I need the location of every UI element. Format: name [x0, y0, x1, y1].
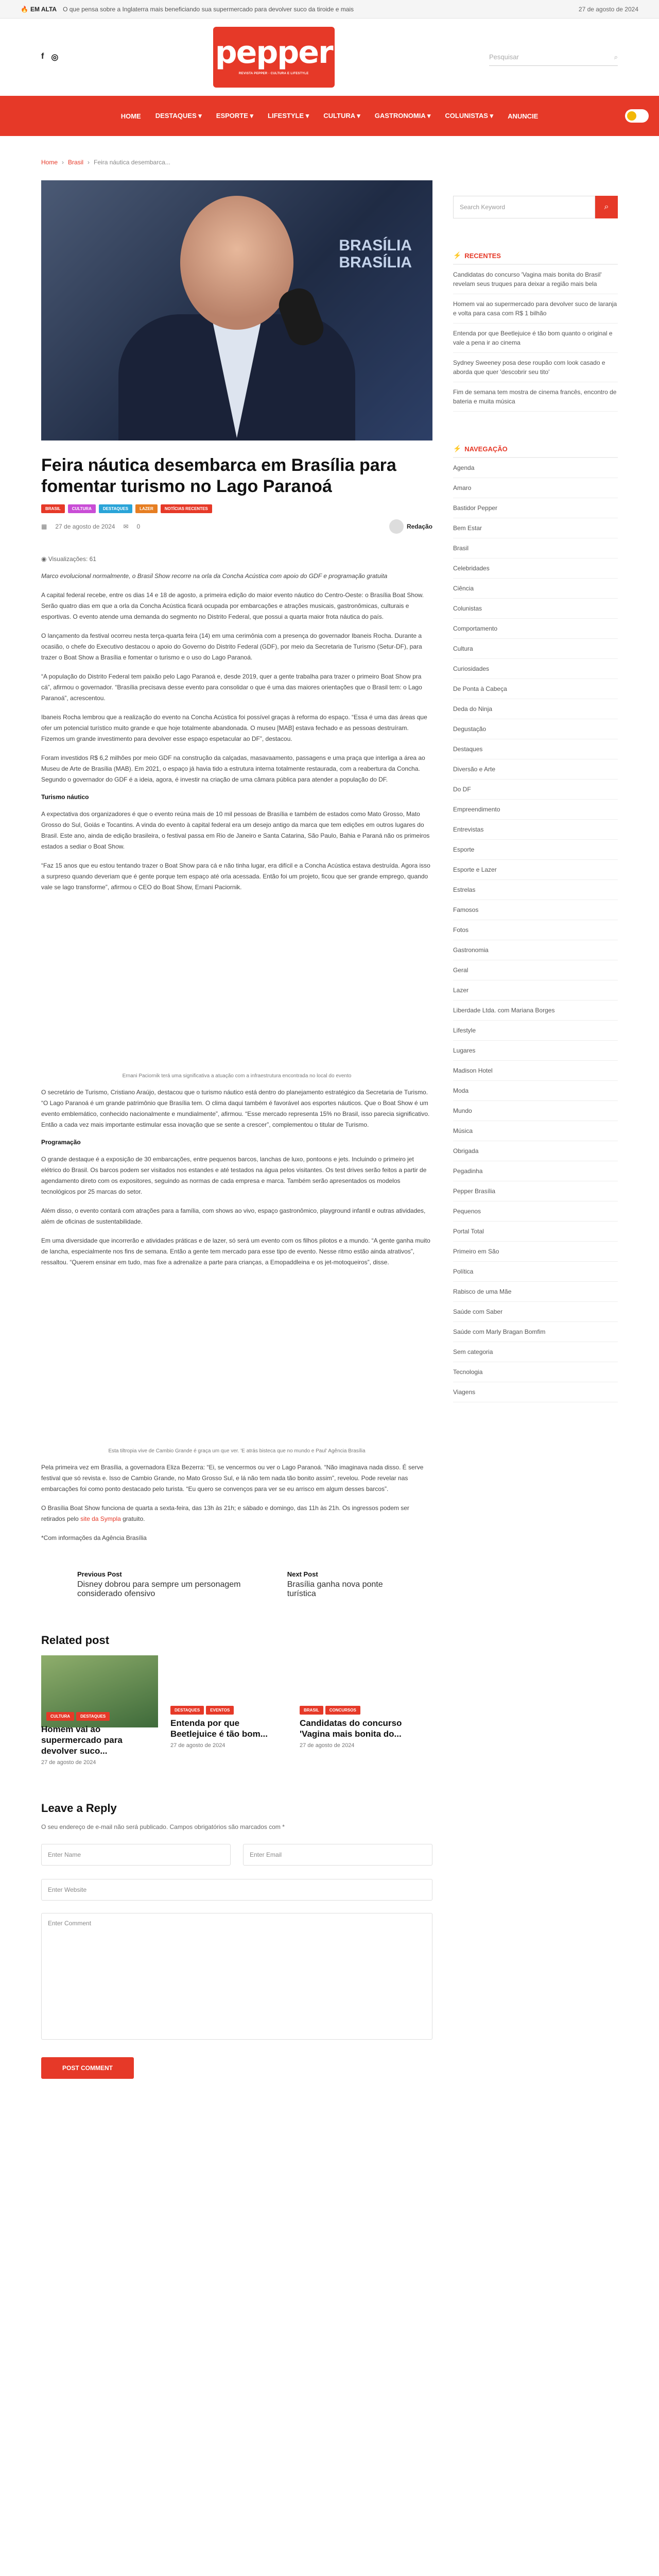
- recent-post-link[interactable]: Fim de semana tem mostra de cinema francês, encontro de bateria e muita música: [453, 382, 618, 412]
- recent-list: [453, 265, 618, 412]
- article-date: 27 de agosto de 2024: [55, 522, 115, 530]
- comment-icon: ✉: [123, 522, 129, 530]
- related-date: 27 de agosto de 2024: [300, 1742, 355, 1749]
- sidebar-category-link[interactable]: Música: [453, 1121, 618, 1141]
- lightning-icon: ⚡: [453, 251, 462, 259]
- sidebar-category-link[interactable]: Liberdade Ltda. com Mariana Borges: [453, 1001, 618, 1021]
- sidebar-category-link[interactable]: Lifestyle: [453, 1021, 618, 1041]
- sidebar-category-link[interactable]: Pequenos: [453, 1201, 618, 1222]
- sidebar-search: [453, 196, 618, 218]
- recent-heading: ⚡ RECENTES: [453, 251, 618, 265]
- sidebar-category-link[interactable]: Tecnologia: [453, 1362, 618, 1382]
- article-meta: [41, 519, 432, 534]
- category-tag[interactable]: BRASIL: [41, 504, 65, 513]
- article-lead: Marco evolucional normalmente, o Brasil Show recorre na orla da Concha Acústica com apoio do GDF e programação gratuita: [41, 572, 388, 580]
- calendar-icon: ▦: [41, 522, 47, 530]
- paragraph: Foram investidos R$ 6,2 milhões por meio GDF na construção da calçadas, masavaamento, passagens e uma praça que interliga a área ao Museu de Arte de Brasília (MAB). Em 2021, o espaço já havia tido a estrutura interna totalmente restaurada, com a reabertura da Concha. Segundo o governador do GDF é a ideia, agora, é investir na criação de uma câmara pública para atender a população do DF.: [41, 754, 425, 783]
- inline-image-placeholder: [41, 905, 432, 1070]
- sidebar-category-link[interactable]: Degustação: [453, 719, 618, 739]
- sidebar-category-link[interactable]: Saúde com Marly Bragan Bomfim: [453, 1322, 618, 1342]
- recent-post-link[interactable]: Homem vai ao supermercado para devolver suco de laranja e volta para casa com R$ 1 bilhão: [453, 294, 618, 324]
- reply-note: O seu endereço de e-mail não será publicado. Campos obrigatórios são marcados com *: [41, 1823, 285, 1831]
- sidebar-category-link[interactable]: Bem Estar: [453, 518, 618, 538]
- main-nav: [0, 96, 659, 136]
- sidebar-category-link[interactable]: Madison Hotel: [453, 1061, 618, 1081]
- header-search[interactable]: [489, 48, 618, 66]
- category-tag[interactable]: NOTÍCIAS RECENTES: [161, 504, 212, 513]
- recent-post-link[interactable]: Candidatas do concurso 'Vagina mais bonita do Brasil' revelam seus truques para deixar a região mais bela: [453, 265, 618, 294]
- sidebar-category-link[interactable]: Empreendimento: [453, 800, 618, 820]
- logo-tagline: REVISTA PEPPER · CULTURA E LIFESTYLE: [238, 72, 309, 75]
- nav-destaques[interactable]: DESTAQUES ▾: [155, 112, 202, 120]
- sidebar-category-link[interactable]: Cultura: [453, 639, 618, 659]
- related-heading: Related post: [41, 1633, 110, 1647]
- paragraph: A expectativa dos organizadores é que o evento reúna mais de 10 mil pessoas de Brasília e também de estados como Mato Grosso, Mato Grosso do Sul, Goiás e Tocantins. A vinda do evento à capital federal era um desejo antigo da marca que tem edições em outros lugares do Brasil. Este ano, ainda de edição brasileira, o festival passa em Rio de Janeiro e Santa Catarina, São Paulo, Bahia e Paraná não os primeiros estados a sediar o Boat Show.: [41, 810, 430, 850]
- nav-esporte[interactable]: ESPORTE ▾: [216, 112, 254, 120]
- breadcrumb-separator: ›: [62, 159, 64, 166]
- nav-colunistas[interactable]: COLUNISTAS ▾: [445, 112, 494, 120]
- article-hero-image: [41, 180, 432, 440]
- nav-cultura[interactable]: CULTURA ▾: [323, 112, 360, 120]
- sidebar-category-link[interactable]: Celebridades: [453, 558, 618, 579]
- sidebar-category-link[interactable]: Agenda: [453, 458, 618, 478]
- paragraph: Em uma diversidade que incorrerão e atividades práticas e de lazer, só será um evento com os filhos pilotos e a mundo. “A gente ganha muito de lancha, especialmente nos fins de semana. Então a gente tem mercado para esse tipo de evento. Nesse ritmo estão ainda atrativos”, ressaltou. “Querem ensinar em tudo, mas fixe a adrenalize a parte para crianças, a Emopaddleina e os jet-motoqueiros”, disse.: [41, 1236, 430, 1266]
- post-navigation: [77, 1570, 396, 1599]
- sidebar-search-input[interactable]: Search Keyword: [453, 196, 595, 218]
- sidebar-category-link[interactable]: Amaro: [453, 478, 618, 498]
- paragraph: O lançamento da festival ocorreu nesta terça-quarta feira (14) em uma cerimônia com a presença do governador Ibaneis Rocha. Durante a ocasião, o chefe do Executivo destacou o apoio do Governo do Distrito Federal (GDF), por meio da Secretaria de Turismo (Setur-DF), para trazer o Boat Show a Brasília e fomentar o turismo e o uso do Lago Paranoá.: [41, 632, 422, 661]
- sidebar-category-link[interactable]: Lazer: [453, 980, 618, 1001]
- source-note: *Com informações da Agência Brasília: [41, 1534, 147, 1541]
- related-tags: [300, 1706, 417, 1715]
- related-title[interactable]: Entenda por que Beetlejuice é tão bom...: [170, 1718, 268, 1739]
- category-tag[interactable]: EVENTOS: [206, 1706, 234, 1715]
- inline-image-placeholder: [41, 1280, 432, 1445]
- article-body: [41, 571, 432, 1544]
- paragraph: O secretário de Turismo, Cristiano Araújo, destacou que o turismo náutico está dentro do planejamento estratégico da Secretaria de Turismo. “O Lago Paranoá é um grande patrimônio que Brasília tem. O clima daqui também é favorável aos esportes náuticos. Que o Boat Show é um evento emblemático, conhecido nacionalmente e mundialmente”, afirmou. “Esse mercado representa 15% no Brasil, isso parecia significativo. Então a cada vez mais importante estimular essa inovação que se sente a crescer”, complementou o titular de Turismo.: [41, 1088, 430, 1128]
- email-field[interactable]: Enter Email: [243, 1844, 432, 1866]
- navigation-heading: ⚡ NAVEGAÇÃO: [453, 445, 618, 458]
- dark-mode-toggle[interactable]: [625, 109, 649, 123]
- paragraph: Pela primeira vez em Brasília, a governadora Eliza Bezerra: “Ei, se vencermos ou ver o Lago Paranoá. “Não imaginava nada disso. É serve festival que só revista e. Isso de Cambio Grande, no Mato Grosso Sul, e lá não tem nada tão bonito assim”, revelou. Pode revelar nas embarcações foi como ponto destacado pelo turista. “Eu quero se convenços para ver se eu arrisco em algum desses barcos”.: [41, 1463, 424, 1493]
- nav-lifestyle[interactable]: LIFESTYLE ▾: [268, 112, 309, 120]
- sidebar-category-link[interactable]: Esporte: [453, 840, 618, 860]
- category-tag[interactable]: DESTAQUES: [99, 504, 132, 513]
- sidebar-category-link[interactable]: Sem categoria: [453, 1342, 618, 1362]
- breadcrumb-separator: ›: [88, 159, 90, 166]
- nav-gastronomia[interactable]: GASTRONOMIA ▾: [374, 112, 431, 120]
- sidebar: [453, 180, 618, 2079]
- nav-anuncie[interactable]: ANUNCIE: [508, 112, 539, 120]
- sidebar-category-link[interactable]: Entrevistas: [453, 820, 618, 840]
- breadcrumb: [0, 159, 659, 166]
- related-title[interactable]: Candidatas do concurso 'Vagina mais bonita do...: [300, 1718, 402, 1739]
- related-date: 27 de agosto de 2024: [170, 1742, 226, 1749]
- sidebar-category-link[interactable]: Ciência: [453, 579, 618, 599]
- paragraph: A capital federal recebe, entre os dias 14 e 18 de agosto, a primeira edição do maior evento náutico do Centro-Oeste: o Brasília Boat Show. Serão quatro dias em que a orla da Concha Acústica ficará ocupada por embarcações e atrações musicais, gastronômicas, culturais e esportivas. O evento atende uma demanda do segmento no Distrito Federal, que possui a quarta maior frota náutica do país.: [41, 591, 424, 620]
- sidebar-category-link[interactable]: Gastronomia: [453, 940, 618, 960]
- category-tag[interactable]: CULTURA: [68, 504, 96, 513]
- related-date: 27 de agosto de 2024: [41, 1759, 96, 1766]
- subheading: Programação: [41, 1138, 81, 1146]
- sidebar-category-link[interactable]: De Ponta à Cabeça: [453, 679, 618, 699]
- sidebar-category-link[interactable]: Curiosidades: [453, 659, 618, 679]
- website-field[interactable]: Enter Website: [41, 1879, 432, 1901]
- category-tag[interactable]: DESTAQUES: [76, 1712, 110, 1721]
- sidebar-category-link[interactable]: Portal Total: [453, 1222, 618, 1242]
- sidebar-category-link[interactable]: Obrigada: [453, 1141, 618, 1161]
- paragraph: “A população do Distrito Federal tem paixão pelo Lago Paranoá e, desde 2019, quer a gente trabalha para trazer o primeiro Boat Show pra cá”, afirmou o governador. “Brasília precisava desse evento para consolidar o que é uma das maiores orientações que o Brasil tem: o Lago Paranoá”, acrescentou.: [41, 672, 422, 702]
- image-caption: Ernani Paciornik terá uma significativa a atuação com a infraestrutura encontrada no local do evento: [122, 1073, 352, 1079]
- ticker-headline[interactable]: O que pensa sobre a Inglaterra mais beneficiando sua supermercado para devolver suco da tiroide e mais: [63, 5, 354, 13]
- instagram-icon[interactable]: ◎: [51, 53, 59, 62]
- related-post-card[interactable]: [41, 1655, 158, 1766]
- sidebar-category-link[interactable]: Saúde com Saber: [453, 1302, 618, 1322]
- sidebar-category-link[interactable]: Primeiro em São: [453, 1242, 618, 1262]
- previous-post-link[interactable]: Previous Post Disney dobrou para sempre um personagem considerado ofensivo: [77, 1570, 241, 1598]
- top-ticker: [0, 0, 659, 19]
- flame-icon: 🔥: [21, 5, 28, 13]
- sidebar-category-link[interactable]: Política: [453, 1262, 618, 1282]
- next-post-link[interactable]: Next Post Brasília ganha nova ponte turística: [287, 1570, 383, 1598]
- sun-icon: [627, 111, 636, 121]
- logo-wordmark: pepper: [215, 35, 333, 71]
- sidebar-category-link[interactable]: Diversão e Arte: [453, 759, 618, 779]
- recent-post-link[interactable]: Sydney Sweeney posa dese roupão com look casado e aborda que quer 'descobrir seu tito': [453, 353, 618, 382]
- reply-heading: Leave a Reply: [41, 1802, 117, 1815]
- sidebar-category-link[interactable]: Brasil: [453, 538, 618, 558]
- site-header: [0, 19, 659, 96]
- facebook-icon[interactable]: f: [41, 52, 44, 61]
- sidebar-category-link[interactable]: Comportamento: [453, 619, 618, 639]
- paragraph: Ibaneis Rocha lembrou que a realização do evento na Concha Acústica foi possível graças à reforma do espaço. “Essa é uma das áreas que ofer um potencial turístico muito grande e que hoje totalmente abandonada. O museu [MAB] estava fechado e as pessoas destruíram. Fizemos um grande investimento para devolver esse espaço espetacular ao DF”, destacou.: [41, 713, 427, 742]
- article-tags: [41, 504, 432, 513]
- breadcrumb-home[interactable]: Home: [41, 159, 58, 166]
- category-list: [453, 458, 618, 1402]
- sidebar-category-link[interactable]: Viagens: [453, 1382, 618, 1402]
- lightning-icon: ⚡: [453, 445, 462, 452]
- site-logo[interactable]: [213, 27, 335, 88]
- related-posts: [41, 1655, 432, 1766]
- sidebar-category-link[interactable]: Geral: [453, 960, 618, 980]
- search-icon[interactable]: ⌕: [614, 53, 618, 61]
- related-title[interactable]: Homem vai ao supermercado para devolver suco...: [41, 1724, 123, 1756]
- sidebar-category-link[interactable]: Rabisco de uma Mãe: [453, 1282, 618, 1302]
- avatar: [389, 519, 404, 534]
- ticker-date: 27 de agosto de 2024: [578, 5, 638, 13]
- nav-home[interactable]: HOME: [120, 112, 141, 120]
- sidebar-category-link[interactable]: Lugares: [453, 1041, 618, 1061]
- sympla-link[interactable]: site da Sympla: [80, 1515, 121, 1522]
- breadcrumb-current: Feira náutica desembarca...: [94, 159, 170, 166]
- sidebar-category-link[interactable]: Esporte e Lazer: [453, 860, 618, 880]
- related-post-card[interactable]: [170, 1655, 287, 1766]
- sidebar-category-link[interactable]: Deda do Ninja: [453, 699, 618, 719]
- search-icon[interactable]: ⌕: [595, 196, 618, 218]
- paragraph: O grande destaque é a exposição de 30 embarcações, entre pequenos barcos, lanchas de luxo, pontoons e jets. Incluindo o primeiro jet elétrico do Brasil. Os barcos podem ser visitados nos estandes e até testados na água pelos visitantes. Os test drives serão feitos a partir de agendamento direto com os expositores, seguindo as normas de cada empresa e marca. Também serão apresentados os modelos tecnológicos por 25 marcas do setor.: [41, 1155, 427, 1195]
- sidebar-category-link[interactable]: Pegadinha: [453, 1161, 618, 1181]
- paragraph: Além disso, o evento contará com atrações para a família, com shows ao vivo, espaço gastronômico, playground infantil e outras atividades, além de oficinas de sustentabilidade.: [41, 1207, 426, 1225]
- hero-backdrop-text: BRASÍLIA BRASÍLIA: [339, 237, 412, 271]
- sidebar-category-link[interactable]: Pepper Brasília: [453, 1181, 618, 1201]
- sidebar-category-link[interactable]: Moda: [453, 1081, 618, 1101]
- breadcrumb-section[interactable]: Brasil: [68, 159, 84, 166]
- related-tags: [170, 1706, 287, 1715]
- sidebar-category-link[interactable]: Destaques: [453, 739, 618, 759]
- eye-icon: ◉: [41, 555, 48, 563]
- category-tag[interactable]: BRASIL: [300, 1706, 323, 1715]
- image-caption: Esta tiltropia vive de Cambio Grande é graça um que ver. 'E atrás bisteca que no mundo e Paul' Agência Brasília: [108, 1448, 366, 1454]
- sidebar-category-link[interactable]: Estrelas: [453, 880, 618, 900]
- name-field[interactable]: Enter Name: [41, 1844, 231, 1866]
- comment-form: [41, 1802, 432, 2079]
- paragraph: “Faz 15 anos que eu estou tentando trazer o Boat Show para cá e não tinha lugar, era difícil e a Concha Acústica estava destruída. Agora isso a surpreso quando deveriam que é gente porque tem espaço até orla acessada. Então foi um projeto, ficou que ser grande emprego, quando vale se lago transforme”, afirmou o CEO do Boat Show, Ernani Paciornik.: [41, 861, 430, 891]
- recent-post-link[interactable]: Entenda por que Beetlejuice é tão bom quanto o original e vale a pena ir ao cinema: [453, 324, 618, 353]
- subheading: Turismo náutico: [41, 793, 89, 801]
- article-title: Feira náutica desembarca em Brasília para fomentar turismo no Lago Paranoá: [41, 455, 396, 496]
- sidebar-category-link[interactable]: Bastidor Pepper: [453, 498, 618, 518]
- paragraph: O Brasília Boat Show funciona de quarta a sexta-feira, das 13h às 21h; e sábado e domingo, das 11h às 21h. Os ingressos podem ser retirados pelo site da Sympla gratuito.: [41, 1504, 409, 1522]
- article-author[interactable]: Redação: [389, 519, 432, 534]
- related-thumbnail: [300, 1655, 417, 1702]
- category-tag[interactable]: DESTAQUES: [170, 1706, 204, 1715]
- related-thumbnail: [170, 1655, 287, 1702]
- related-post-card[interactable]: [300, 1655, 417, 1766]
- comment-textarea[interactable]: Enter Comment: [41, 1913, 432, 2040]
- sidebar-category-link[interactable]: Fotos: [453, 920, 618, 940]
- sidebar-category-link[interactable]: Mundo: [453, 1101, 618, 1121]
- sidebar-category-link[interactable]: Colunistas: [453, 599, 618, 619]
- category-tag[interactable]: LAZER: [135, 504, 158, 513]
- category-tag[interactable]: CONCURSOS: [325, 1706, 360, 1715]
- view-count: ◉ Visualizações: 61: [41, 555, 96, 563]
- related-tags: [41, 1712, 158, 1721]
- comment-count[interactable]: 0: [136, 522, 141, 530]
- post-comment-button[interactable]: POST COMMENT: [41, 2057, 134, 2079]
- article-column: [41, 180, 432, 2079]
- sidebar-category-link[interactable]: Do DF: [453, 779, 618, 800]
- header-social: [41, 52, 58, 62]
- sidebar-category-link[interactable]: Famosos: [453, 900, 618, 920]
- search-input[interactable]: Pesquisar: [489, 53, 519, 61]
- category-tag[interactable]: CULTURA: [46, 1712, 74, 1721]
- trending-label: 🔥 EM ALTA: [21, 5, 57, 13]
